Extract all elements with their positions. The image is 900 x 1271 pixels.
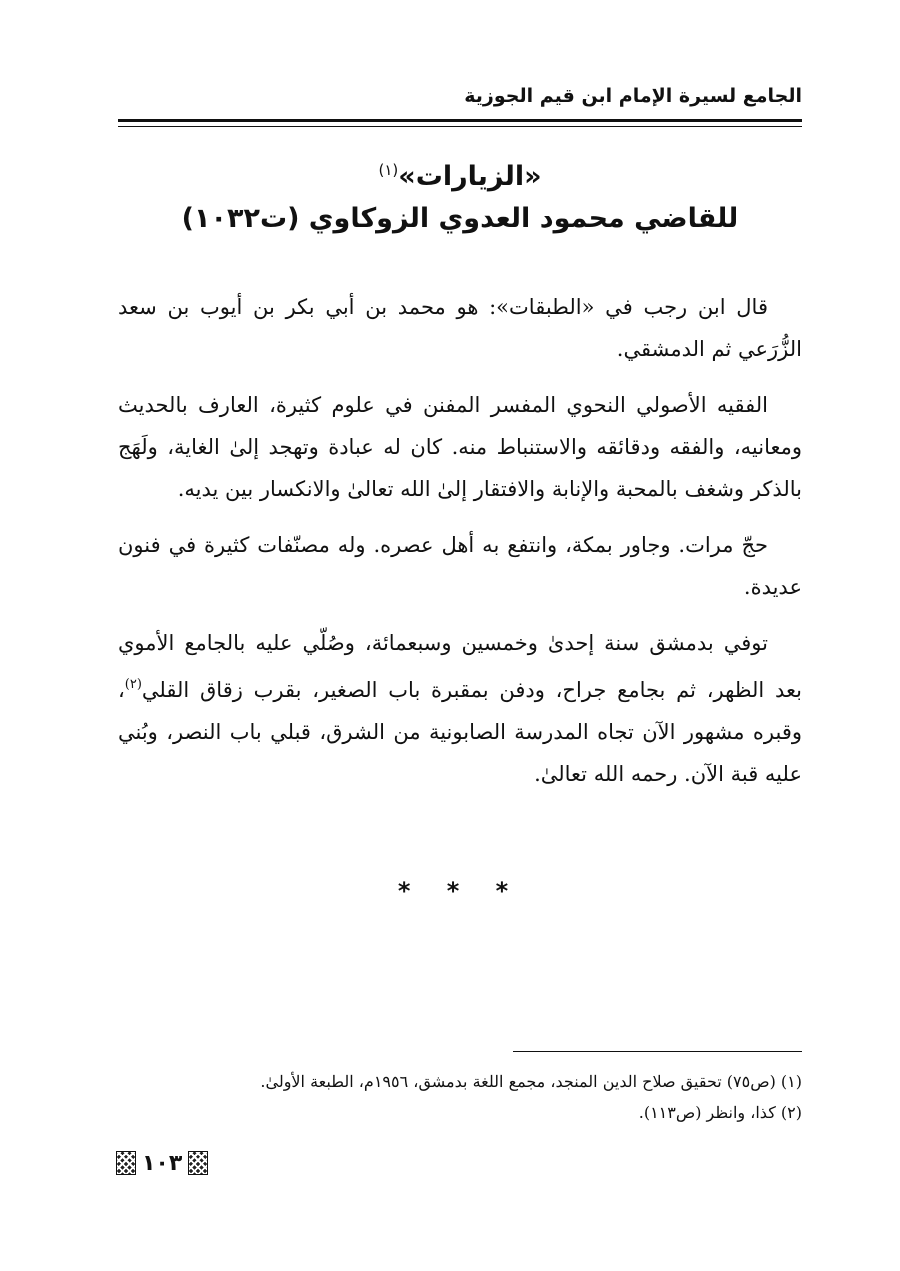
paragraph-2: الفقيه الأصولي النحوي المفسر المفنن في علوم كثيرة، العارف بالحديث ومعانيه، والفقه ودقائقه والاستنباط منه. كان له عبادة وتهجد إلىٰ الغاية، ولَهَج بالذكر وشغف بالمحبة والإنابة والافتقار إلىٰ الله تعالىٰ والانكسار بين يديه. [118, 393, 802, 501]
ornament-right-icon [188, 1151, 208, 1175]
ornament-left-icon [116, 1151, 136, 1175]
page-number: ١٠٣ [142, 1150, 183, 1176]
header-rule-thin [118, 126, 802, 127]
body-text [118, 286, 802, 809]
paragraph-4 [118, 622, 802, 795]
footnote-rule [513, 1051, 802, 1052]
running-header-title: الجامع لسيرة الإمام ابن قيم الجوزية [464, 85, 802, 107]
paragraph-1: قال ابن رجب في «الطبقات»: هو محمد بن أبي بكر بن أيوب بن سعد الزُّرَعي ثم الدمشقي. [118, 295, 802, 361]
footnotes [118, 1066, 802, 1128]
section-subtitle: للقاضي محمود العدوي الزوكاوي (ت١٠٣٢) [181, 203, 739, 234]
title-footnote-marker[interactable]: (١) [378, 161, 399, 179]
section-title [118, 150, 802, 197]
body-footnote-marker[interactable]: (٢) [124, 677, 142, 692]
paragraph-4-start: توفي بدمشق سنة إحدىٰ وخمسين وسبعمائة، وصُلّي عليه بالجامع الأموي بعد الظهر، ثم بجامع جراح، ودفن بمقبرة باب الصغير، بقرب زقاق القلي [118, 631, 802, 702]
footnote-1: (١) (ص٧٥) تحقيق صلاح الدين المنجد، مجمع اللغة بدمشق، ١٩٥٦م، الطبعة الأولىٰ. [260, 1072, 802, 1091]
header-rule-thick [118, 119, 802, 122]
footnote-2: (٢) كذا، وانظر (ص١١٣). [638, 1103, 802, 1122]
section-separator: * * * [397, 877, 523, 905]
paragraph-3: حجّ مرات. وجاور بمكة، وانتفع به أهل عصره. وله مصنّفات كثيرة في فنون عديدة. [118, 533, 802, 599]
page-number-block [116, 1150, 208, 1176]
section-title-text: «الزيارات» [398, 161, 542, 192]
paragraph-4-end: ، وقبره مشهور الآن تجاه المدرسة الصابونية من الشرق، قبلي باب النصر، وبُني عليه قبة الآن. رحمه الله تعالىٰ. [118, 678, 802, 786]
